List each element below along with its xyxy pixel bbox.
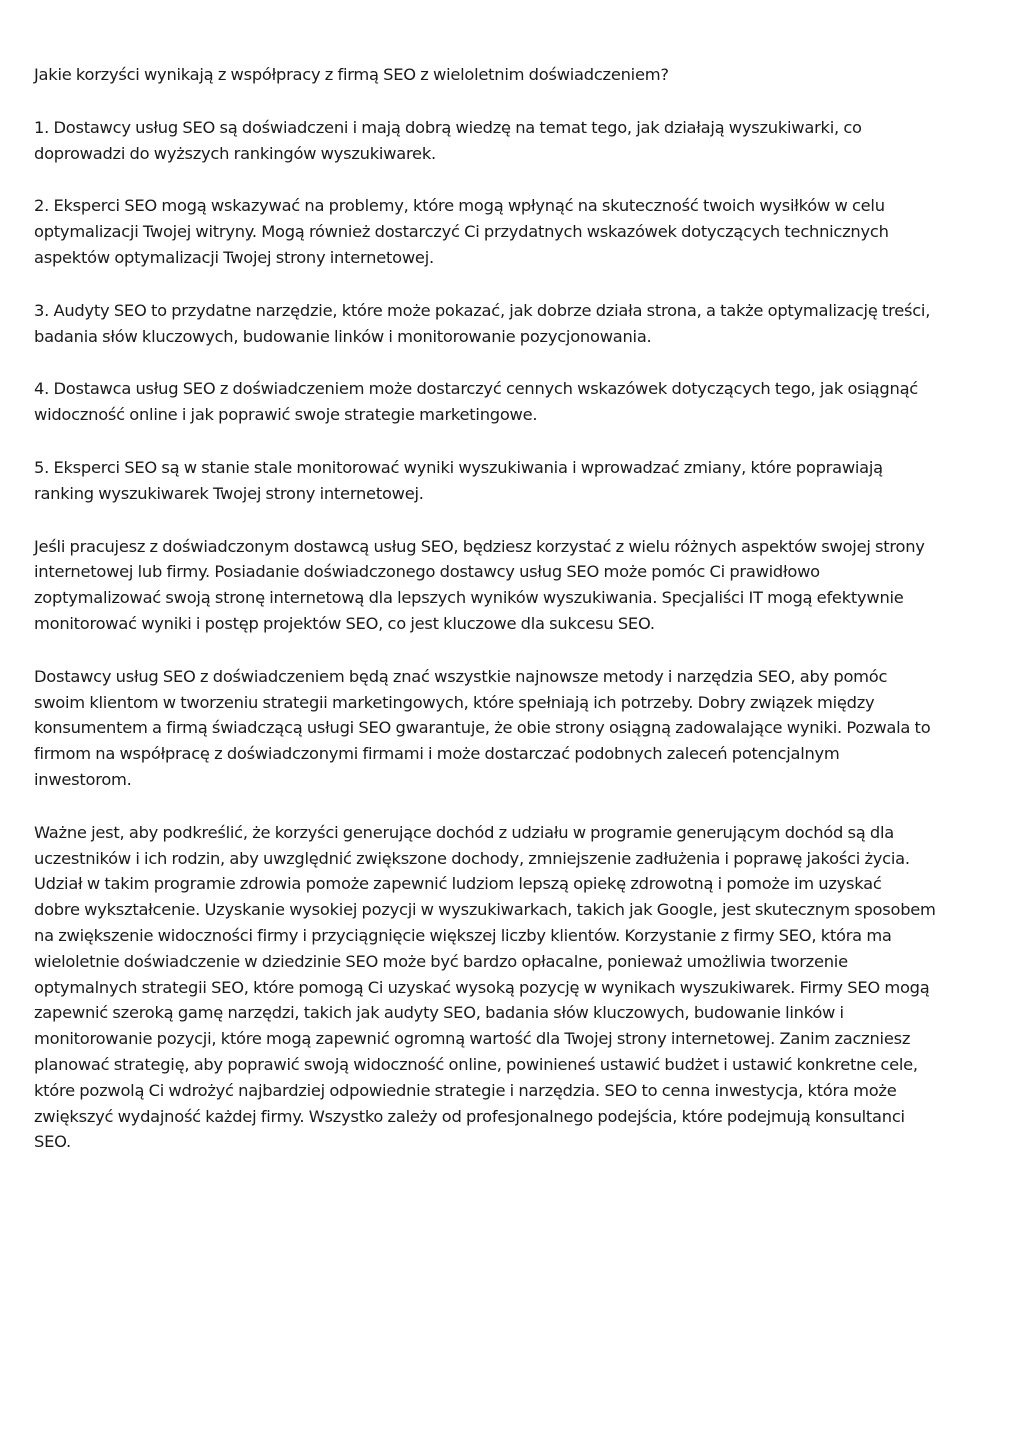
body-paragraph-3: Ważne jest, aby podkreślić, że korzyści generujące dochód z udziału w programie generującym dochód są dla uczestników i ich rodzin, aby uwzględnić zwiększone dochody, zmniejszenie zadłużenia i poprawę jakości życia. Udział w takim programie zdrowia pomoże zapewnić ludziom lepszą opiekę zdrowotną i pomoże im uzyskać dobre wykształcenie. Uzyskanie wysokiej pozycji w wyszukiwarkach, takich jak Google, jest skutecznym sposobem na zwiększenie widoczności firmy i przyciągnięcie większej liczby klientów. Korzystanie z firmy SEO, która ma wieloletnie doświadczenie w dziedzinie SEO może być bardzo opłacalne, ponieważ umożliwia tworzenie optymalnych strategii SEO, które pomogą Ci uzyskać wysoką pozycję w wynikach wyszukiwarek. Firmy SEO mogą zapewnić szeroką gamę narzędzi, takich jak audyty SEO, badania słów kluczowych, budowanie linków i monitorowanie pozycji, które mogą zapewnić ogromną wartość dla Twojej strony internetowej. Zanim zaczniesz planować strategię, aby poprawić swoją widoczność online, powinieneś ustawić budżet i ustawić konkretne cele, które pozwolą Ci wdrożyć najbardziej odpowiednie strategie i narzędzia. SEO to cenna inwestycja, która może zwiększyć wydajność każdej firmy. Wszystko zależy od profesjonalnego podejścia, które podejmują konsultanci SEO.: [34, 822, 936, 1152]
list-item-1: 1. Dostawcy usług SEO są doświadczeni i mają dobrą wiedzę na temat tego, jak działają wyszukiwarki, co doprowadzi do wyższych rankingów wyszukiwarek.: [34, 117, 862, 163]
document-body: [34, 62, 984, 1182]
question-heading: Jakie korzyści wynikają z współpracy z firmą SEO z wieloletnim doświadczeniem?: [34, 65, 669, 84]
list-item-3: 3. Audyty SEO to przydatne narzędzie, które może pokazać, jak dobrze działa strona, a także optymalizację treści, badania słów kluczowych, budowanie linków i monitorowanie pozycjonowania.: [34, 300, 931, 346]
list-item-4: 4. Dostawca usług SEO z doświadczeniem może dostarczyć cennych wskazówek dotyczących tego, jak osiągnąć widoczność online i jak poprawić swoje strategie marketingowe.: [34, 379, 918, 425]
body-paragraph-1: Jeśli pracujesz z doświadczonym dostawcą usług SEO, będziesz korzystać z wielu różnych aspektów swojej strony internetowej lub firmy. Posiadanie doświadczonego dostawcy usług SEO może pomóc Ci prawidłowo zoptymalizować swoją stronę internetową dla lepszych wyników wyszukiwania. Specjaliści IT mogą efektywnie monitorować wyniki i postęp projektów SEO, co jest kluczowe dla sukcesu SEO.: [34, 536, 925, 633]
list-item-2: 2. Eksperci SEO mogą wskazywać na problemy, które mogą wpłynąć na skuteczność twoich wysiłków w celu optymalizacji Twojej witryny. Mogą również dostarczyć Ci przydatnych wskazówek dotyczących technicznych aspektów optymalizacji Twojej strony internetowej.: [34, 196, 889, 267]
body-paragraph-2: Dostawcy usług SEO z doświadczeniem będą znać wszystkie najnowsze metody i narzędzia SEO, aby pomóc swoim klientom w tworzeniu strategii marketingowych, które spełniają ich potrzeby. Dobry związek między konsumentem a firmą świadczącą usługi SEO gwarantuje, że obie strony osiągną zadowalające wyniki. Pozwala to firmom na współpracę z doświadczonymi firmami i może dostarczać podobnych zaleceń potencjalnym inwestorom.: [34, 666, 931, 789]
list-item-5: 5. Eksperci SEO są w stanie stale monitorować wyniki wyszukiwania i wprowadzać zmiany, które poprawiają ranking wyszukiwarek Twojej strony internetowej.: [34, 457, 883, 503]
